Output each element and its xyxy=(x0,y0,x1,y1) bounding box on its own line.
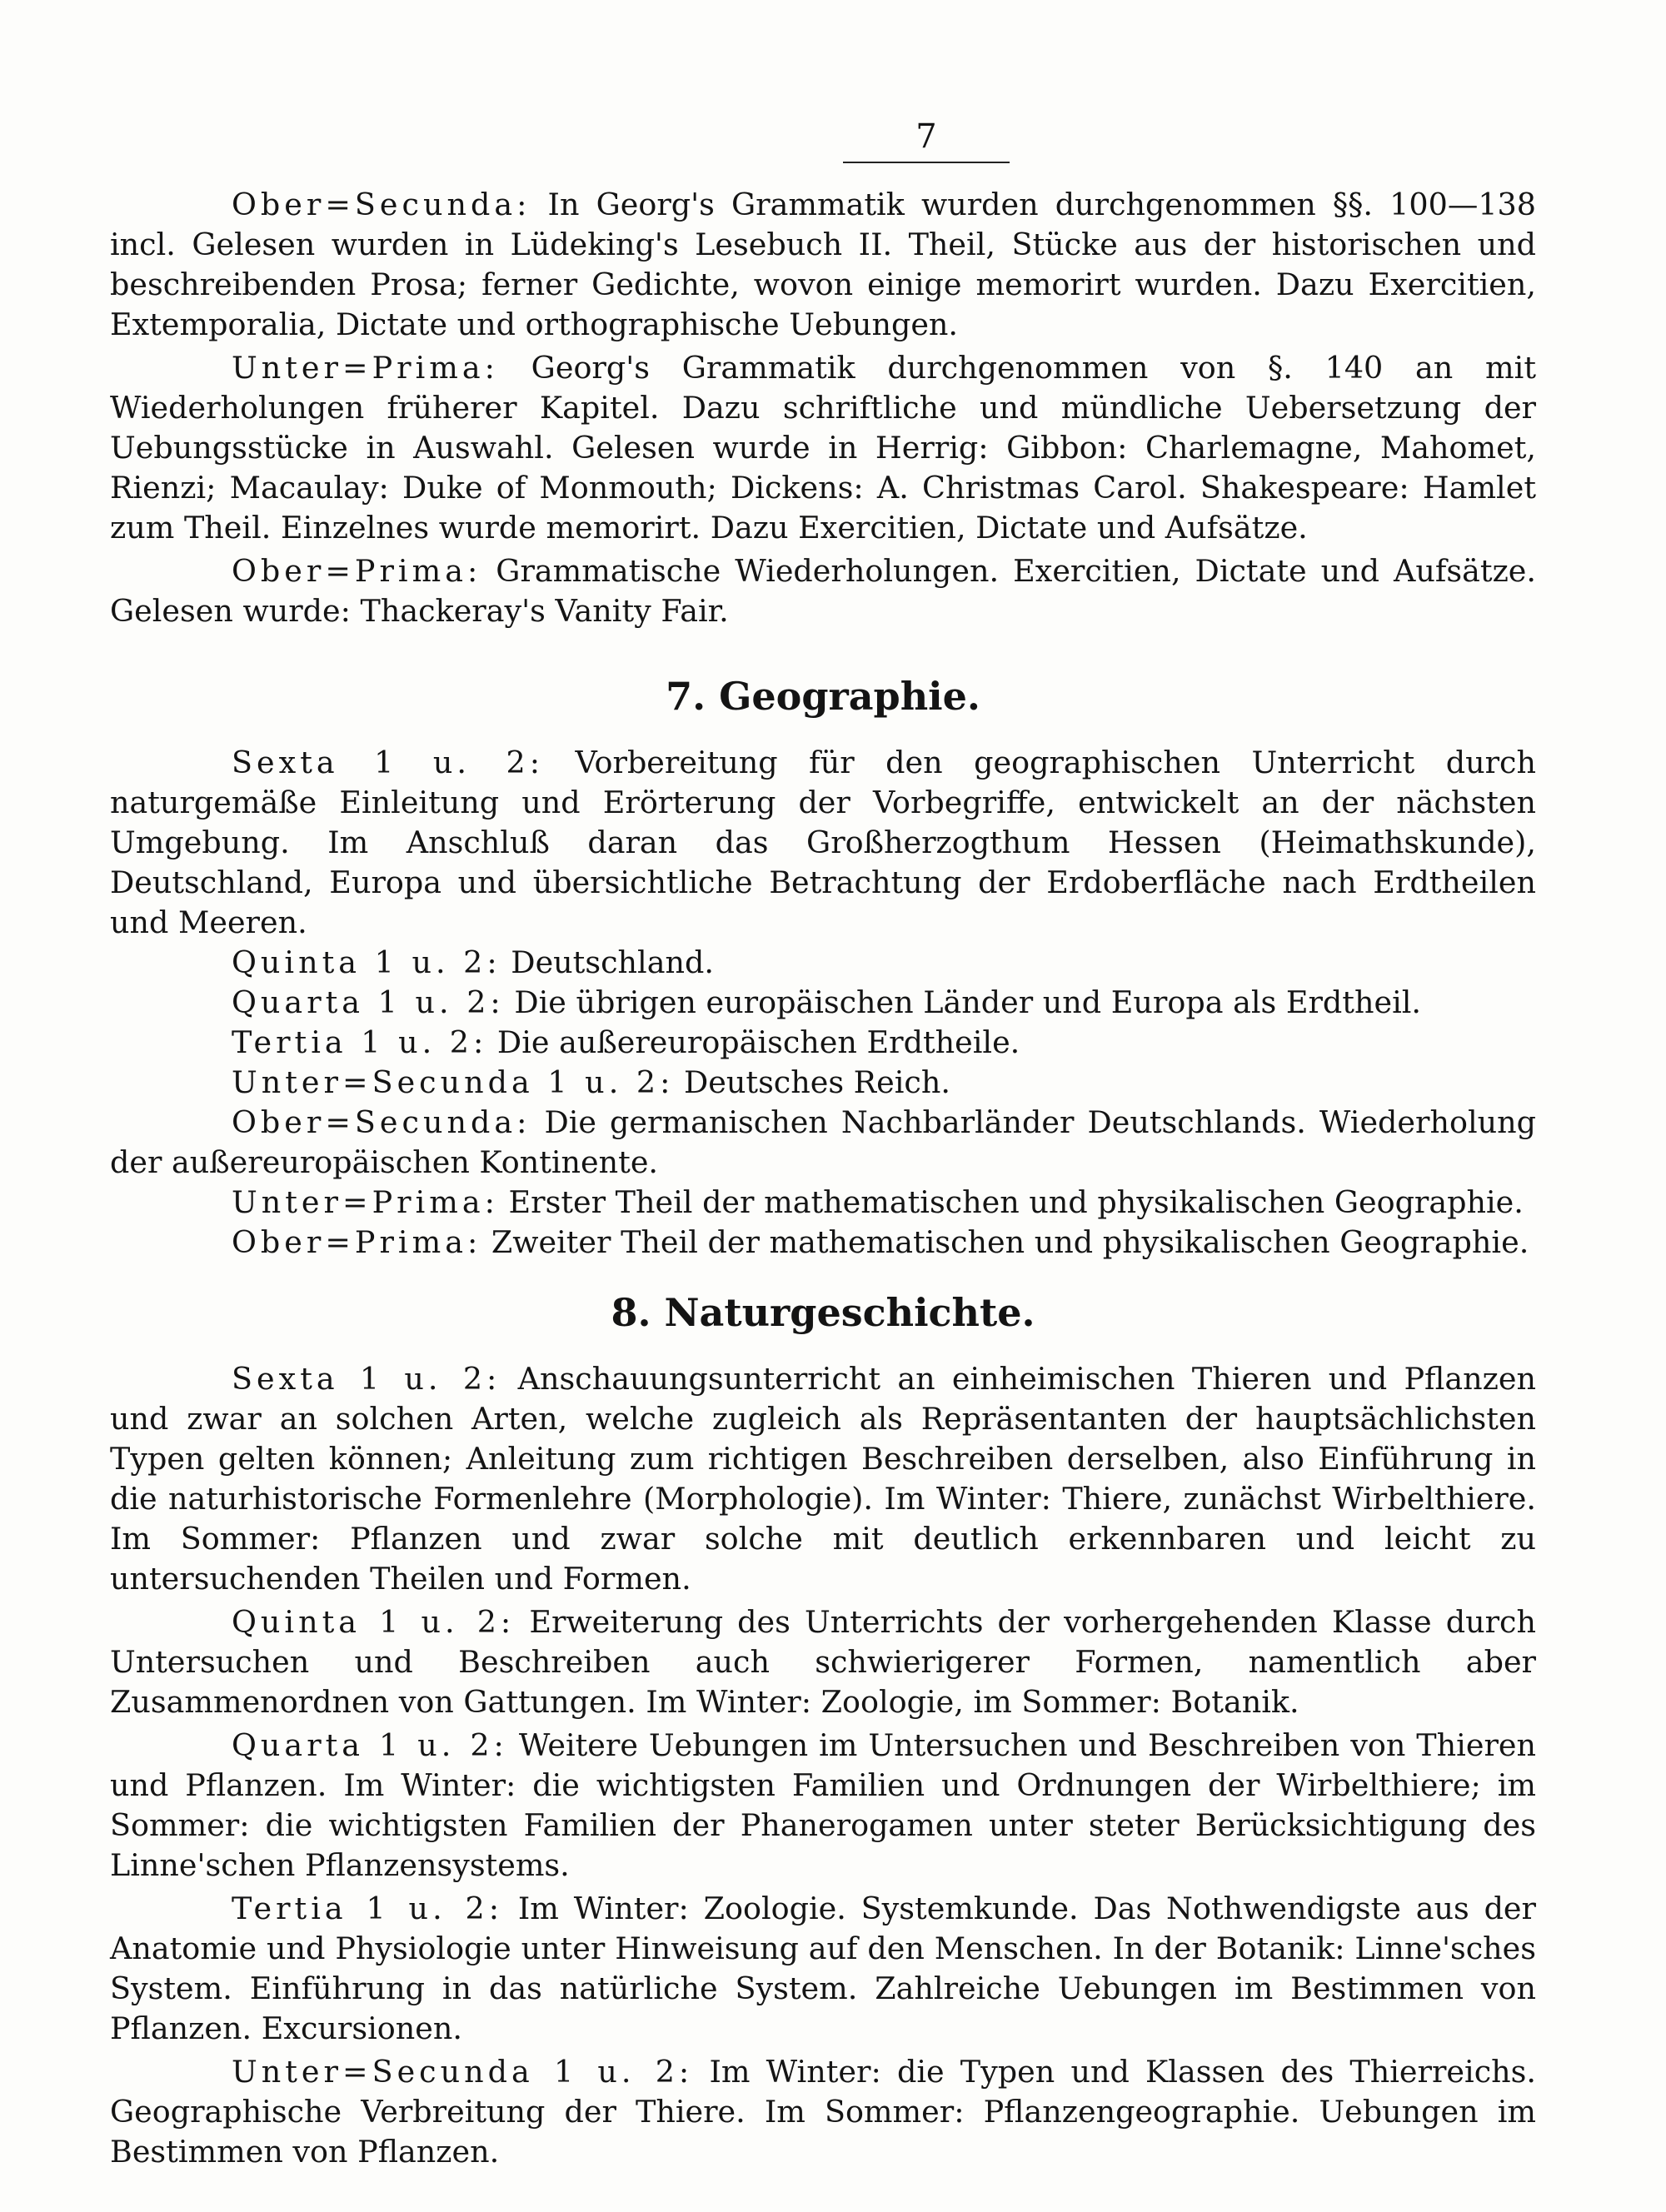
paragraph-text: Deutschland. xyxy=(501,944,714,980)
paragraph-text: Die germanischen Nachbarländer Deutschlands. Wiederholung der außereuropäischen Kontinente. xyxy=(110,1104,1536,1180)
section-heading-geography: 7. Geographie. xyxy=(666,674,980,719)
paragraph-quinta xyxy=(110,1602,1536,1722)
paragraph-ober-secunda xyxy=(110,185,1536,345)
paragraph-text: Anschauungsunterricht an einheimischen Thieren und Pflanzen und zwar an solchen Arten, welche zugleich als Repräsentanten der hauptsächlichsten Typen gelten können; Anleitung zum richtigen Beschreiben derselben, also Einführung in die naturhistorische Formenlehre (Morphologie). Im Winter: Thiere, zunächst Wirbelthiere. Im Sommer: Pflanzen und zwar solche mit deutlich erkennbaren und leicht zu untersuchenden Theilen und Formen. xyxy=(110,1361,1536,1597)
paragraph-text: In Georg's Grammatik wurden durchgenommen §§. 100—138 incl. Gelesen wurden in Lüdeking's Lesebuch II. Theil, Stücke aus der historischen und beschreibenden Prosa; ferner Gedichte, wovon einige memorirt wurden. Dazu Exercitien, Extemporalia, Dictate und orthographische Uebungen. xyxy=(110,187,1536,342)
class-label: Quarta 1 u. 2: xyxy=(232,984,505,1020)
paragraph-sexta xyxy=(110,1359,1536,1599)
paragraph-unter-prima xyxy=(110,1183,1536,1223)
class-label: Sexta 1 u. 2: xyxy=(232,745,544,780)
paragraph-text: Erweiterung des Unterrichts der vorhergehenden Klasse durch Untersuchen und Beschreiben auch schwierigerer Formen, namentlich aber Zusammenordnen von Gattungen. Im Winter: Zoologie, im Sommer: Botanik. xyxy=(110,1604,1536,1720)
paragraph-sexta xyxy=(110,743,1536,943)
class-label: Ober=Secunda: xyxy=(232,1104,531,1140)
paragraph-text: Georg's Grammatik durchgenommen von §. 140 an mit Wiederholungen früherer Kapitel. Dazu schriftliche und mündliche Uebersetzung der Uebungsstücke in Auswahl. Gelesen wurde in Herrig: Gibbon: Charlemagne, Mahomet, Rienzi; Macaulay: Duke of Monmouth; Dickens: A. Christmas Carol. Shakespeare: Hamlet zum Theil. Einzelnes wurde memorirt. Dazu Exercitien, Dictate und Aufsätze. xyxy=(110,350,1536,546)
paragraph-quarta xyxy=(110,983,1536,1023)
page-number: 7 xyxy=(843,117,1010,163)
section-english xyxy=(110,185,1536,631)
paragraph-quarta xyxy=(110,1726,1536,1886)
class-label: Unter=Prima: xyxy=(232,350,499,386)
paragraph-text: Die außereuropäischen Erdtheile. xyxy=(487,1024,1020,1060)
paragraph-text: Erster Theil der mathematischen und physikalischen Geographie. xyxy=(498,1184,1524,1220)
class-label: Tertia 1 u. 2: xyxy=(232,1891,504,1926)
section-geography xyxy=(110,743,1536,1263)
class-label: Ober=Prima: xyxy=(232,1224,482,1260)
paragraph-text: Im Winter: die Typen und Klassen des Thierreichs. Geographische Verbreitung der Thiere. Im Sommer: Pflanzengeographie. Uebungen im Bestimmen von Pflanzen. xyxy=(110,2054,1536,2170)
paragraph-text: Im Winter: Zoologie. Systemkunde. Das Nothwendigste aus der Anatomie und Physiologie unter Hinweisung auf den Menschen. In der Botanik: Linne'sches System. Einführung in das natürliche System. Zahlreiche Uebungen im Bestimmen von Pflanzen. Excursionen. xyxy=(110,1891,1536,2046)
paragraph-text: Deutsches Reich. xyxy=(674,1064,950,1100)
paragraph-unter-prima xyxy=(110,348,1536,548)
paragraph-text: Weitere Uebungen im Untersuchen und Beschreiben von Thieren und Pflanzen. Im Winter: die wichtigsten Familien und Ordnungen der Wirbelthiere; im Sommer: die wichtigsten Familien der Phanerogamen unter steter Berücksichtigung des Linne'schen Pflanzensystems. xyxy=(110,1727,1536,1883)
paragraph-tertia xyxy=(110,1889,1536,2049)
class-label: Quinta 1 u. 2: xyxy=(232,1604,516,1640)
paragraph-quinta xyxy=(110,943,1536,983)
class-label: Tertia 1 u. 2: xyxy=(232,1024,488,1060)
class-label: Unter=Secunda 1 u. 2: xyxy=(232,1064,675,1100)
class-label: Quarta 1 u. 2: xyxy=(232,1727,508,1763)
paragraph-ober-secunda xyxy=(110,1103,1536,1183)
class-label: Quinta 1 u. 2: xyxy=(232,944,501,980)
paragraph-ober-prima xyxy=(110,1223,1536,1263)
class-label: Ober=Secunda: xyxy=(232,187,531,222)
paragraph-text: Grammatische Wiederholungen. Exercitien, Dictate und Aufsätze. Gelesen wurde: Thackeray's Vanity Fair. xyxy=(110,553,1536,629)
class-label: Sexta 1 u. 2: xyxy=(232,1361,501,1397)
class-label: Ober=Prima: xyxy=(232,553,482,589)
paragraph-text: Zweiter Theil der mathematischen und physikalischen Geographie. xyxy=(481,1224,1529,1260)
class-label: Unter=Prima: xyxy=(232,1184,499,1220)
section-natural-history xyxy=(110,1359,1536,2172)
paragraph-text: Vorbereitung für den geographischen Unterricht durch naturgemäße Einleitung und Erörterung der Vorbegriffe, entwickelt an der nächsten Umgebung. Im Anschluß daran das Großherzogthum Hessen (Heimathskunde), Deutschland, Europa und übersichtliche Betrachtung der Erdoberfläche nach Erdtheilen und Meeren. xyxy=(110,745,1536,940)
paragraph-ober-prima xyxy=(110,551,1536,631)
section-heading-natural-history: 8. Naturgeschichte. xyxy=(611,1290,1035,1335)
paragraph-unter-secunda xyxy=(110,2052,1536,2172)
paragraph-text: Die übrigen europäischen Länder und Europa als Erdtheil. xyxy=(504,984,1422,1020)
class-label: Unter=Secunda 1 u. 2: xyxy=(232,2054,694,2090)
paragraph-unter-secunda xyxy=(110,1063,1536,1103)
paragraph-tertia xyxy=(110,1023,1536,1063)
